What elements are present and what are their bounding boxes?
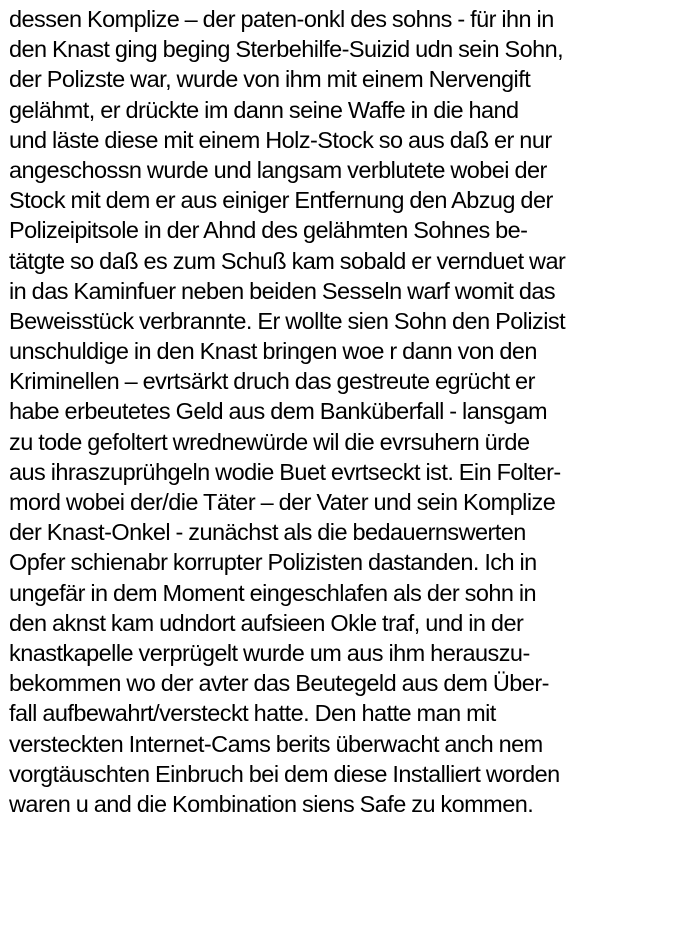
text-line-14: habe erbeutetes Geld aus dem Banküberfall - lansgam [9, 398, 548, 425]
text-line-15: zu tode gefoltert wrednewürde wil die evrsuhern ürde [9, 428, 530, 455]
text-line-17: mord wobei der/die Täter – der Vater und sein Komplize [9, 489, 556, 515]
text-line-16: aus ihraszuprühgeln wodie Buet evrtseckt ist. Ein Folter- [9, 458, 561, 485]
text-line-24: fall aufbewahrt/versteckt hatte. Den hatte man mit [9, 700, 496, 727]
text-line-2: den Knast ging beging Sterbehilfe-Suizid udn sein Sohn, [9, 36, 564, 63]
text-line-27: waren u and die Kombination siens Safe zu kommen. [9, 790, 534, 817]
text-line-8: Polizeipitsole in der Ahnd des gelähmten Sohnes be- [9, 217, 528, 244]
text-line-6: angeschossn wurde und langsam verblutete wobei der [9, 156, 547, 183]
text-line-20: ungefär in dem Moment eingeschlafen als der sohn in [9, 579, 537, 606]
text-line-21: den aknst kam udndort aufsieen Okle traf, und in der [9, 609, 524, 636]
text-line-10: in das Kaminfuer neben beiden Sesseln warf womit das [9, 277, 556, 304]
text-line-22: knastkapelle verprügelt wurde um aus ihm herauszu- [9, 639, 530, 666]
body-text [9, 4, 681, 819]
text-line-12: unschuldige in den Knast bringen woe r dann von den [9, 338, 537, 365]
text-line-7: Stock mit dem er aus einiger Entfernung den Abzug der [9, 187, 553, 214]
text-line-26: vorgtäuschten Einbruch bei dem diese Installiert worden [9, 760, 560, 787]
text-line-4: gelähmt, er drückte im dann seine Waffe in die hand [9, 96, 519, 123]
text-line-9: tätgte so daß es zum Schuß kam sobald er vernduet war [9, 247, 566, 274]
text-line-25: versteckten Internet-Cams berits überwacht anch nem [9, 730, 543, 757]
text-line-11: Beweisstück verbrannte. Er wollte sien Sohn den Polizist [9, 307, 566, 334]
text-line-13: Kriminellen – evrtsärkt druch das gestreute egrücht er [9, 368, 535, 395]
text-line-3: der Polizste war, wurde von ihm mit einem Nervengift [9, 66, 531, 93]
text-line-5: und läste diese mit einem Holz-Stock so aus daß er nur [9, 126, 552, 153]
text-line-1: dessen Komplize – der paten-onkl des sohns - für ihn in [9, 6, 554, 32]
text-line-23: bekommen wo der avter das Beutegeld aus dem Über- [9, 670, 549, 697]
text-line-18: der Knast-Onkel - zunächst als die bedauernswerten [9, 519, 526, 546]
text-line-19: Opfer schienabr korrupter Polizisten dastanden. Ich in [9, 549, 537, 576]
